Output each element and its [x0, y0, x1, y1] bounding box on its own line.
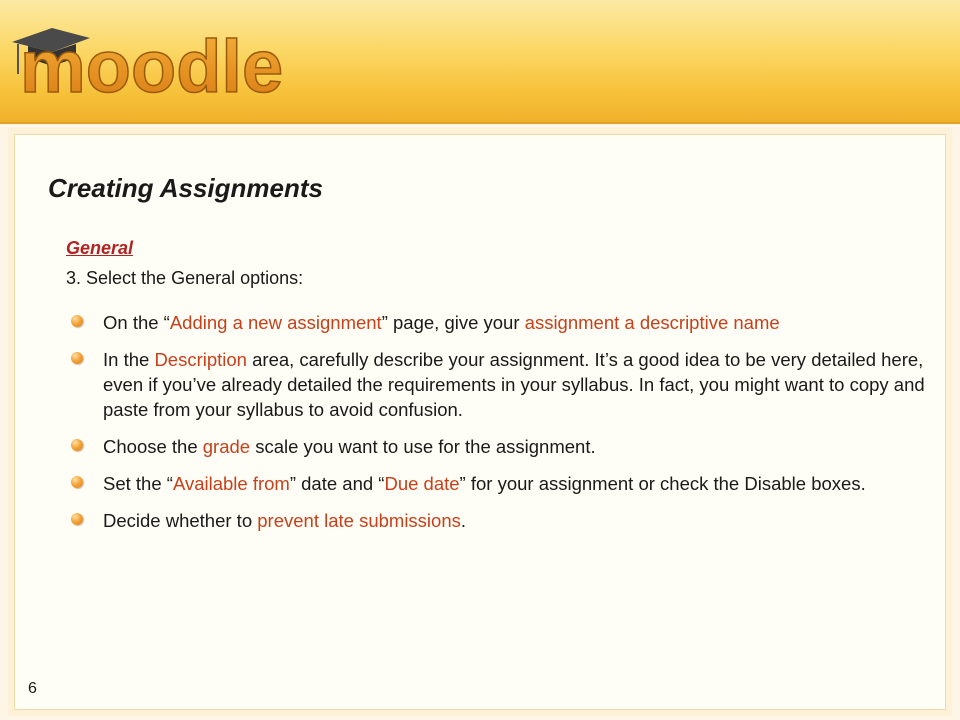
bullet-dot-icon	[71, 476, 83, 488]
highlighted-text: Available from	[172, 473, 290, 494]
bullet-item	[66, 310, 926, 335]
highlighted-text: Adding a new assignment	[169, 312, 382, 333]
highlighted-text: grade	[202, 436, 251, 457]
highlighted-text: assignment a descriptive name	[524, 312, 780, 333]
bullet-item	[66, 508, 926, 533]
bullet-text: .	[460, 510, 467, 531]
moodle-logo	[6, 4, 326, 104]
bullet-dot-icon	[71, 315, 83, 327]
bullet-list	[66, 310, 926, 545]
bullet-dot-icon	[71, 352, 83, 364]
bullet-item	[66, 471, 926, 496]
bullet-text: area, carefully describe your assignment. It’s a good idea to be very detailed here, even if you’ve already detailed the requirements in your syllabus. In fact, you might want to copy and paste from your syllabus to avoid confusion.	[103, 349, 925, 420]
bullet-text: ” date and “	[289, 473, 385, 494]
bullet-item	[66, 434, 926, 459]
highlighted-text: prevent late submissions	[257, 510, 461, 531]
page-number: 6	[28, 680, 37, 697]
highlighted-text: Description	[154, 349, 247, 370]
bullet-item	[66, 347, 926, 422]
highlighted-text: Due date	[384, 473, 460, 494]
bullet-text: Choose the	[103, 436, 203, 457]
intro-text: 3. Select the General options:	[66, 268, 304, 288]
bullet-text: Decide whether to	[103, 510, 258, 531]
section-heading: General	[66, 238, 134, 258]
slide-title: Creating Assignments	[48, 173, 323, 203]
bullet-text: ” for your assignment or check the Disable boxes.	[459, 473, 866, 494]
bullet-text: In the	[103, 349, 155, 370]
bullet-text: On the “	[103, 312, 170, 333]
bullet-text: Set the “	[103, 473, 173, 494]
bullet-text: ” page, give your	[381, 312, 525, 333]
svg-text:moodle: moodle	[20, 25, 284, 104]
bullet-dot-icon	[71, 513, 83, 525]
bullet-text: scale you want to use for the assignment.	[250, 436, 596, 457]
header-banner	[0, 0, 960, 124]
bullet-dot-icon	[71, 439, 83, 451]
